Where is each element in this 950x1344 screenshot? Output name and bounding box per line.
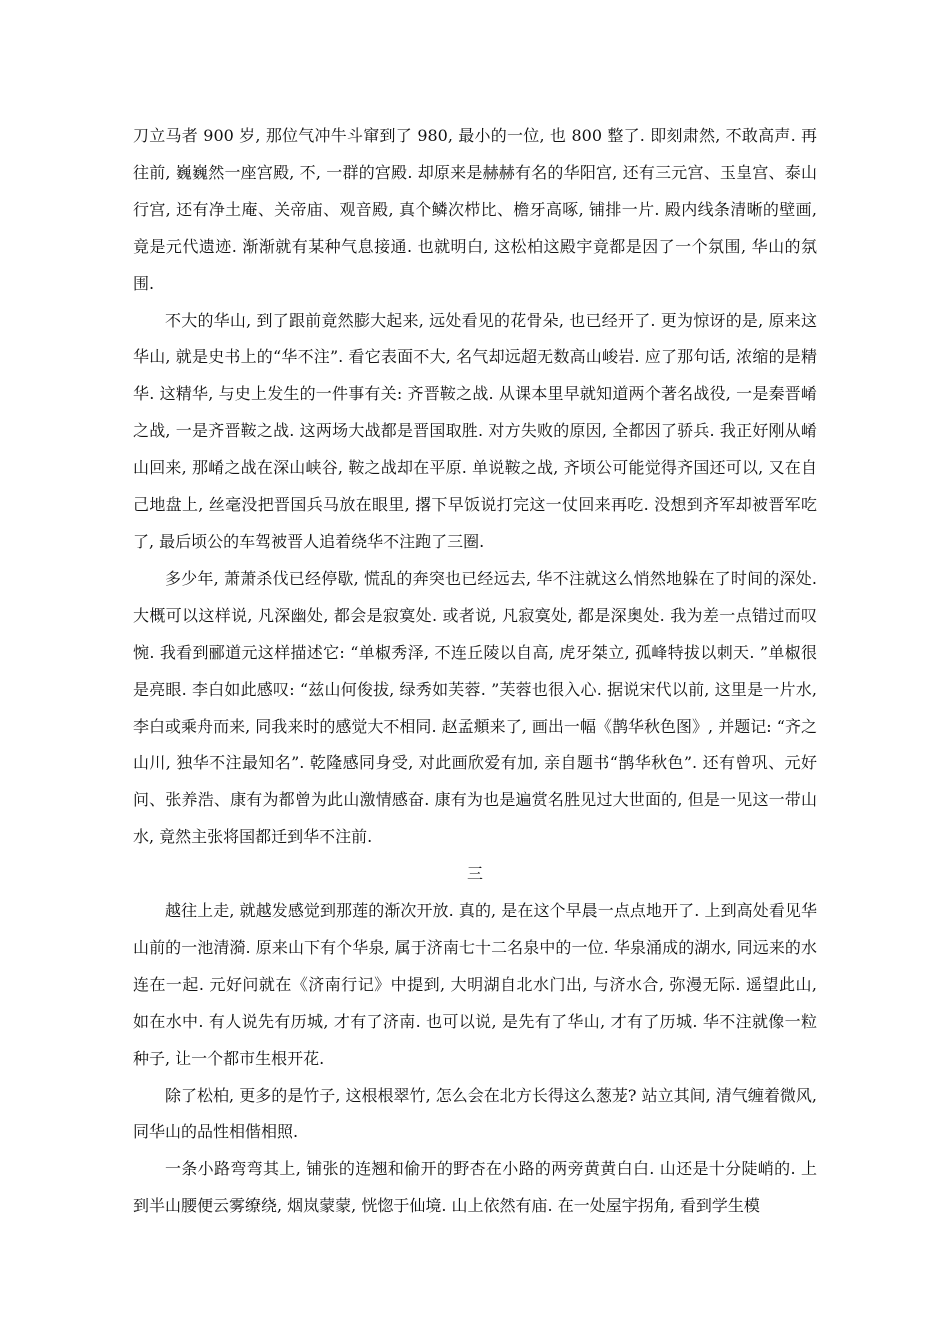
- paragraph-1: 刀立马者 900 岁, 那位气冲牛斗窜到了 980, 最小的一位, 也 800 整了. 即刻肃然, 不敢高声. 再往前, 巍巍然一座宫殿, 不, 一群的宫殿. 却原来是赫赫有名的华阳宫, 还有三元宫、玉皇宫、泰山行宫, 还有净土庵、关帝庙、观音殿, 真个鳞次栉比、檐牙高啄, 铺排一片. 殿内线条清晰的壁画, 竟是元代遗迹. 渐渐就有某种气息接通. 也就明白, 这松柏这殿宇竟都是因了一个氛围, 华山的氛围.: [133, 126, 817, 293]
- paragraph-5: 除了松柏, 更多的是竹子, 这根根翠竹, 怎么会在北方长得这么葱茏? 站立其间, 清气缠着微风, 同华山的品性相偕相照.: [133, 1085, 817, 1142]
- section-heading: 三: [466, 864, 483, 884]
- document-page: [133, 118, 817, 1225]
- paragraph-2: 不大的华山, 到了跟前竟然膨大起来, 远处看见的花骨朵, 也已经开了. 更为惊讶的是, 原来这华山, 就是史书上的“华不注”. 看它表面不大, 名气却远超无数高山峻岩. 应了那句话, 浓缩的是精华. 这精华, 与史上发生的一件事有关: 齐晋鞍之战. 从课本里早就知道两个著名战役, 一是秦晋崤之战, 一是齐晋鞍之战. 这两场大战都是晋国取胜. 对方失败的原因, 全都因了骄兵. 我正好刚从崤山回来, 那崤之战在深山峡谷, 鞍之战却在平原. 单说鞍之战, 齐顷公可能觉得齐国还可以, 又在自己地盘上, 丝毫没把晋国兵马放在眼里, 撂下早饭说打完这一仗回来再吃. 没想到齐军却被晋军吃了, 最后顷公的车驾被晋人追着绕华不注跑了三圈.: [133, 310, 817, 551]
- paragraph-6: 一条小路弯弯其上, 铺张的连翘和偷开的野杏在小路的两旁黄黄白白. 山还是十分陡峭的. 上到半山腰便云雾缭绕, 烟岚蒙蒙, 恍惚于仙境. 山上依然有庙. 在一处屋宇拐角, 看到学生模: [133, 1159, 817, 1216]
- paragraph-3: 多少年, 萧萧杀伐已经停歇, 慌乱的奔突也已经远去, 华不注就这么悄然地躲在了时间的深处. 大概可以这样说, 凡深幽处, 都会是寂寞处. 或者说, 凡寂寞处, 都是深奥处. 我为差一点错过而叹惋. 我看到郦道元这样描述它: “单椒秀泽, 不连丘陵以自高, 虎牙桀立, 孤峰特拔以刺天. ”单椒很是亮眼. 李白如此感叹: “兹山何俊拔, 绿秀如芙蓉. ”芙蓉也很入心. 据说宋代以前, 这里是一片水, 李白或乘舟而来, 同我来时的感觉大不相同. 赵孟頫来了, 画出一幅《鹊华秋色图》, 并题记: “齐之山川, 独华不注最知名”. 乾隆感同身受, 对此画欣爱有加, 亲自题书“鹊华秋色”. 还有曾巩、元好问、张养浩、康有为都曾为此山激情感奋. 康有为也是遍赏名胜见过大世面的, 但是一见这一带山水, 竟然主张将国都迁到华不注前.: [133, 568, 817, 847]
- paragraph-4: 越往上走, 就越发感觉到那莲的渐次开放. 真的, 是在这个早晨一点点地开了. 上到高处看见华山前的一池清漪. 原来山下有个华泉, 属于济南七十二名泉中的一位. 华泉涌成的湖水, 同远来的水连在一起. 元好问就在《济南行记》中提到, 大明湖自北水门出, 与济水合, 弥漫无际. 遥望此山, 如在水中. 有人说先有历城, 才有了济南. 也可以说, 是先有了华山, 才有了历城. 华不注就像一粒种子, 让一个都市生根开花.: [133, 901, 817, 1068]
